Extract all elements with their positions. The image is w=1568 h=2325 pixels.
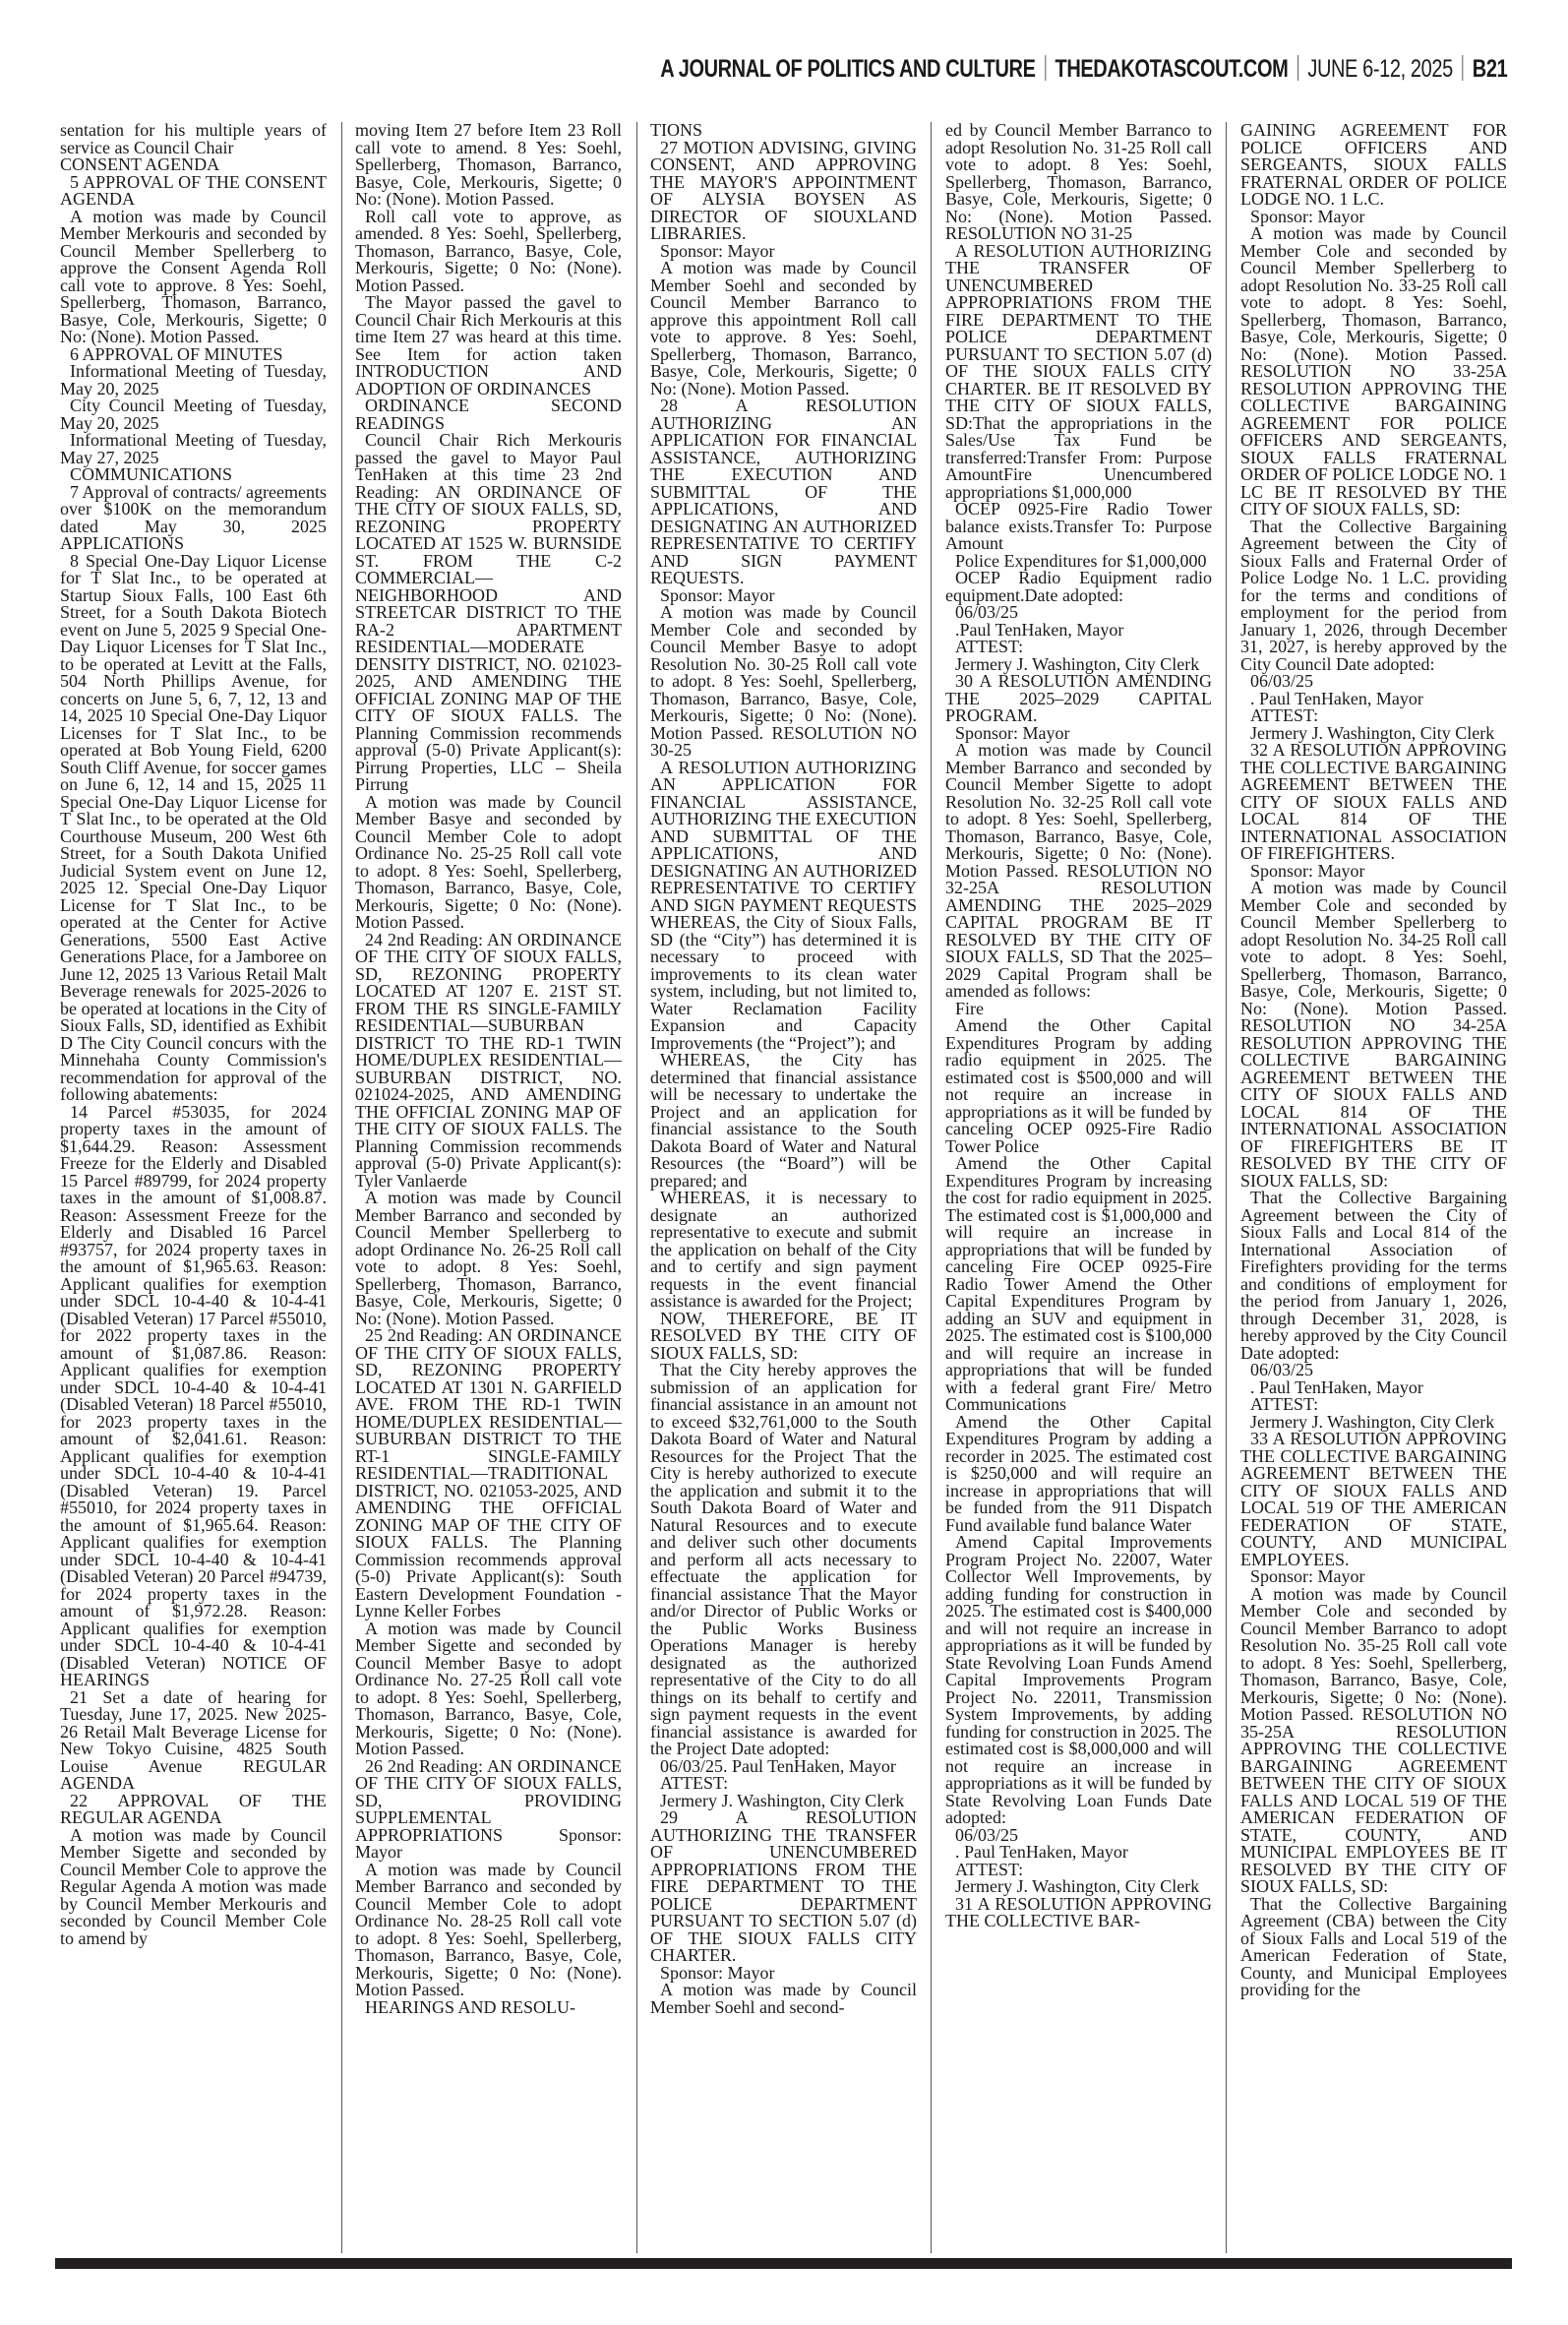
masthead-divider (1462, 55, 1463, 81)
notice-paragraph: . Paul TenHaken, Mayor (1250, 1377, 1423, 1397)
notice-paragraph: 21 Set a date of hearing for Tuesday, June 17, 2025. New 2025-26 Retail Malt Beverage License for New Tokyo Cuisine, 4825 South Louise Avenue REGULAR AGENDA (60, 1686, 327, 1793)
notice-paragraph: City Council Meeting of Tuesday, May 20, 2025 (60, 396, 327, 433)
notice-paragraph: A motion was made by Council Member Cole and seconded by Council Member Spellerberg to adopt Resolution No. 33-25 Roll call vote to adopt. 8 Yes: Soehl, Spellerberg, Thomason, Barranco, Basye, Cole, Merkouris, Sigette; 0 No: (None). Motion Passed. RESOLUTION NO 33-25A RESOLUTION APPROVING THE COLLECTIVE BARGAINING AGREEMENT FOR POLICE OFFICERS AND SERGEANTS, SIOUX FALLS FRATERNAL ORDER OF POLICE LODGE NO. 1 LC BE IT RESOLVED BY THE CITY OF SIOUX FALLS, SD: (1240, 223, 1507, 519)
notice-paragraph: 30 A RESOLUTION AMENDING THE 2025–2029 CAPITAL PROGRAM. (945, 671, 1212, 725)
footer-rule (55, 2258, 1512, 2269)
notice-paragraph: A RESOLUTION AUTHORIZING AN APPLICATION FOR FINANCIAL ASSISTANCE, AUTHORIZING THE EXECUTION AND SUBMITTAL OF THE APPLICATIONS, AND DESIGNATING AN AUTHORIZED REPRESENTATIVE TO CERTIFY AND SIGN PAYMENT REQUESTS WHEREAS, the City of Sioux Falls, SD (the “City”) has determined it is necessary to proceed with improvements to its clean water system, including, but not limited to, Water Reclamation Facility Expansion and Capacity Improvements (the “Project”); and (650, 757, 917, 1053)
notice-paragraph: That the Collective Bargaining Agreement between the City of Sioux Falls and Fraternal Order of Police Lodge No. 1 L.C. providing for the terms and conditions of employment for the period from January 1, 2026, through December 31, 2027, is hereby approved by the City Council Date adopted: (1240, 516, 1507, 674)
notice-paragraph: Jermery J. Washington, City Clerk (955, 653, 1200, 674)
notice-paragraph: 26 2nd Reading: AN ORDINANCE OF THE CITY OF SIOUX FALLS, SD, PROVIDING SUPPLEMENTAL APPROPRIATIONS Sponsor: Mayor (355, 1755, 622, 1862)
notice-paragraph: moving Item 27 before Item 23 Roll call vote to amend. 8 Yes: Soehl, Spellerberg, Thomason, Barranco, Basye, Cole, Merkouris, Sigette; 0 No: (None). Motion Passed. (355, 122, 622, 209)
notice-paragraph: Police Expenditures for $1,000,000 (955, 550, 1207, 571)
notice-paragraph: Sponsor: Mayor (1250, 206, 1365, 226)
notice-paragraph: ATTEST: (1250, 705, 1319, 725)
notice-paragraph: Sponsor: Mayor (660, 1962, 775, 1983)
journal-tagline: A JOURNAL OF POLITICS AND CULTURE (659, 55, 1036, 83)
notice-paragraph: Sponsor: Mayor (660, 584, 775, 605)
column-divider (636, 122, 637, 2253)
notice-paragraph: .Paul TenHaken, Mayor (955, 619, 1124, 640)
text-column-1 (60, 122, 327, 2255)
notice-paragraph: 06/03/25. Paul TenHaken, Mayor (660, 1755, 896, 1776)
text-column-5 (1240, 122, 1507, 2255)
notice-paragraph: ATTEST: (660, 1773, 729, 1793)
notice-paragraph: A motion was made by Council Member Basye and seconded by Council Member Cole to adopt Ordinance No. 25-25 Roll call vote to adopt. 8 Yes: Soehl, Spellerberg, Thomason, Barranco, Basye, Cole, Merkouris, Sigette; 0 No: (None). Motion Passed. (355, 791, 622, 932)
notice-paragraph: 8 Special One-Day Liquor License for T Slat Inc., to be operated at Startup Sioux Falls, 100 East 6th Street, for a South Dakota Biotech event on June 5, 2025 9 Special One-Day Liquor Licenses for T Slat Inc., to be operated at Levitt at the Falls, 504 North Phillips Avenue, for concerts on June 5, 6, 7, 12, 13 and 14, 2025 10 Special One-Day Liquor Licenses for T Slat Inc., to be operated at Bob Young Field, 6200 South Cliff Avenue, for soccer games on June 6, 12, 14 and 15, 2025 11 Special One-Day Liquor License for T Slat Inc., to be operated at the Old Courthouse Museum, 200 West 6th Street, for a South Dakota Unified Judicial System event on June 12, 2025 12. Special One-Day Liquor License for T Slat Inc., to be operated at the Center for Active Generations, 5500 East Active Generations Place, for a Jamboree on June 12, 2025 13 Various Retail Malt Beverage renewals for 2025-2026 to be operated at locations in the City of Sioux Falls, SD, identified as Exhibit D The City Council concurs with the Minnehaha County Commission's recommendation for approval of the following abatements: (60, 550, 327, 1104)
text-column-4 (945, 122, 1212, 2255)
notice-paragraph: ATTEST: (1250, 1394, 1319, 1414)
notice-paragraph: A motion was made by Council Member Barranco and seconded by Council Member Cole to adopt Ordinance No. 28-25 Roll call vote to adopt. 8 Yes: Soehl, Spellerberg, Thomason, Barranco, Basye, Cole, Merkouris, Sigette; 0 No: (None). Motion Passed. (355, 1859, 622, 1999)
notice-paragraph: ed by Council Member Barranco to adopt Resolution No. 31-25 Roll call vote to adopt. 8 Yes: Soehl, Spellerberg, Thomason, Barranco, Basye, Cole, Merkouris, Sigette; 0 No: (None). Motion Passed. RESOLUTION NO 31-25 (945, 122, 1212, 243)
notice-paragraph: CONSENT AGENDA (60, 154, 220, 174)
column-divider (341, 122, 342, 2253)
notice-paragraph: Sponsor: Mayor (660, 240, 775, 261)
notice-paragraph: That the City hereby approves the submission of an application for financial assistance in an amount not to exceed $32,761,000 to the South Dakota Board of Water and Natural Resources for the Project That the City is hereby authorized to execute the application and submit it to the South Dakota Board of Water and Natural Resources and to execute and deliver such other documents and perform all acts necessary to effectuate the application for financial assistance That the Mayor and/or Director of Public Works or the Public Works Business Operations Manager is hereby designated as the authorized representative of the City to do all things on its behalf to certify and sign payment requests in the event financial assistance is awarded for the Project Date adopted: (650, 1360, 917, 1758)
notice-paragraph: A motion was made by Council Member Sigette and seconded by Council Member Basye to adopt Ordinance No. 27-25 Roll call vote to adopt. 8 Yes: Soehl, Spellerberg, Thomason, Barranco, Basye, Cole, Merkouris, Sigette; 0 No: (None). Motion Passed. (355, 1618, 622, 1758)
notice-paragraph: 06/03/25 (955, 1824, 1019, 1845)
notice-paragraph: WHEREAS, the City has determined that financial assistance will be necessary to undertake the Project and an application for financial assistance to the South Dakota Board of Water and Natural Resources (the “Board”) will be prepared; and (650, 1050, 917, 1191)
issue-date: JUNE 6-12, 2025 (1307, 55, 1453, 83)
notice-paragraph: 06/03/25 (955, 602, 1019, 622)
notice-paragraph: TIONS (650, 122, 702, 140)
notice-paragraph: A RESOLUTION AUTHORIZING THE TRANSFER OF UNENCUMBERED APPROPRIATIONS FROM THE FIRE DEPARTMENT TO THE POLICE DEPARTMENT PURSUANT TO SECTION 5.07 (d) OF THE SIOUX FALLS CITY CHARTER. BE IT RESOLVED BY THE CITY OF SIOUX FALLS, SD:That the appropriations in the Sales/Use Tax Fund be transferred:Transfer From: Purpose AmountFire Unencumbered appropriations $1,000,000 (945, 240, 1212, 502)
notice-paragraph: GAINING AGREEMENT FOR POLICE OFFICERS AND SERGEANTS, SIOUX FALLS FRATERNAL ORDER OF POLICE LODGE NO. 1 L.C. (1240, 122, 1507, 209)
notice-paragraph: HEARINGS AND RESOLU- (365, 1996, 576, 2017)
notice-paragraph: OCEP 0925-Fire Radio Tower balance exists.Transfer To: Purpose Amount (945, 499, 1212, 553)
notice-paragraph: 33 A RESOLUTION APPROVING THE COLLECTIVE BARGAINING AGREEMENT BETWEEN THE CITY OF SIOUX FALLS AND LOCAL 519 OF THE AMERICAN FEDERATION OF STATE, COUNTY, AND MUNICIPAL EMPLOYEES. (1240, 1429, 1507, 1569)
notice-paragraph: 7 Approval of contracts/ agreements over $100K on the memorandum dated May 30, 2025 APPLICATIONS (60, 481, 327, 553)
notice-paragraph: 14 Parcel #53035, for 2024 property taxes in the amount of $1,644.29. Reason: Assessment Freeze for the Elderly and Disabled 15 Parcel #89799, for 2024 property taxes in the amount of $1,008.87. Reason: Assessment Freeze for the Elderly and Disabled 16 Parcel #93757, for 2024 property taxes in the amount of $1,965.63. Reason: Applicant qualifies for exemption under SDCL 10-4-40 & 10-4-41 (Disabled Veteran) 17 Parcel #55010, for 2022 property taxes in the amount of $1,087.86. Reason: Applicant qualifies for exemption under SDCL 10-4-40 & 10-4-41 (Disabled Veteran) 18 Parcel #55010, for 2023 property taxes in the amount of $2,041.61. Reason: Applicant qualifies for exemption under SDCL 10-4-40 & 10-4-41 (Disabled Veteran) 19. Parcel #55010, for 2024 property taxes in the amount of $1,965.64. Reason: Applicant qualifies for exemption under SDCL 10-4-40 & 10-4-41 (Disabled Veteran) 20 Parcel #94739, for 2024 property taxes in the amount of $1,972.28. Reason: Applicant qualifies for exemption under SDCL 10-4-40 & 10-4-41 (Disabled Veteran) NOTICE OF HEARINGS (60, 1101, 327, 1689)
text-column-2 (355, 122, 622, 2255)
notice-paragraph: Informational Meeting of Tuesday, May 20, 2025 (60, 361, 327, 398)
notice-paragraph: Amend the Other Capital Expenditures Program by adding a recorder in 2025. The estimated cost is $250,000 and will require an increase in appropriations that will be funded from the 911 Dispatch Fund available fund balance Water (945, 1411, 1212, 1535)
notice-paragraph: OCEP Radio Equipment radio equipment.Date adopted: (945, 568, 1212, 605)
notice-paragraph: ATTEST: (955, 637, 1024, 656)
notice-paragraph: Amend Capital Improvements Program Project No. 22007, Water Collector Well Improvements, by adding funding for construction in 2025. The estimated cost is $400,000 and will not require an increase in appropriations as it will be funded by State Revolving Loan Funds Amend Capital Improvements Program Project No. 22011, Transmission System Improvements, by adding funding for construction in 2025. The estimated cost is $8,000,000 and will not require an increase in appropriations as it will be funded by State Revolving Loan Funds Date adopted: (945, 1532, 1212, 1827)
notice-paragraph: Jermery J. Washington, City Clerk (660, 1790, 905, 1810)
notice-paragraph: COMMUNICATIONS (70, 464, 233, 484)
notice-paragraph: Sponsor: Mayor (955, 722, 1070, 743)
notice-paragraph: 28 A RESOLUTION AUTHORIZING AN APPLICATION FOR FINANCIAL ASSISTANCE, AUTHORIZING THE EXECUTION AND SUBMITTAL OF THE APPLICATIONS, AND DESIGNATING AN AUTHORIZED REPRESENTATIVE TO CERTIFY AND SIGN PAYMENT REQUESTS. (650, 396, 917, 587)
notice-paragraph: Sponsor: Mayor (1250, 1566, 1365, 1586)
notice-paragraph: A motion was made by Council Member Soehl and second- (650, 1980, 917, 2017)
notice-paragraph: 24 2nd Reading: AN ORDINANCE OF THE CITY OF SIOUX FALLS, SD, REZONING PROPERTY LOCATED AT 1207 E. 21ST ST. FROM THE RS SINGLE-FAMILY RESIDENTIAL—SUBURBAN DISTRICT TO THE RD-1 TWIN HOME/DUPLEX RESIDENTIAL—SUBURBAN DISTRICT, NO. 021024-2025, AND AMENDING THE OFFICIAL ZONING MAP OF THE CITY OF SIOUX FALLS. The Planning Commission recommends approval (5-0) Private Applicant(s): Tyler Vanlaerde (355, 929, 622, 1191)
notice-paragraph: 27 MOTION ADVISING, GIVING CONSENT, AND APPROVING THE MAYOR'S APPOINTMENT OF ALYSIA BOYSEN AS DIRECTOR OF SIOUXLAND LIBRARIES. (650, 137, 917, 243)
notice-paragraph: A motion was made by Council Member Cole and seconded by Council Member Spellerberg to adopt Resolution No. 34-25 Roll call vote to adopt. 8 Yes: Soehl, Spellerberg, Thomason, Barranco, Basye, Cole, Merkouris, Sigette; 0 No: (None). Motion Passed. RESOLUTION NO 34-25A RESOLUTION APPROVING THE COLLECTIVE BARGAINING AGREEMENT BETWEEN THE CITY OF SIOUX FALLS AND LOCAL 814 OF THE INTERNATIONAL ASSOCIATION OF FIREFIGHTERS BE IT RESOLVED BY THE CITY OF SIOUX FALLS, SD: (1240, 878, 1507, 1191)
notice-paragraph: Jermery J. Washington, City Clerk (1250, 722, 1495, 743)
notice-paragraph: Roll call vote to approve, as amended. 8 Yes: Soehl, Spellerberg, Thomason, Barranco, Basye, Cole, Merkouris, Sigette; 0 No: (None). Motion Passed. (355, 206, 622, 295)
text-column-3 (650, 122, 917, 2255)
notice-paragraph: Informational Meeting of Tuesday, May 27, 2025 (60, 430, 327, 467)
notice-paragraph: That the Collective Bargaining Agreement (CBA) between the City of Sioux Falls and Local 519 of the American Federation of State, County, and Municipal Employees providing for the (1240, 1893, 1507, 1999)
notice-paragraph: WHEREAS, it is necessary to designate an authorized representative to execute and submit the application on behalf of the City and to certify and sign payment requests in the event financial assistance is awarded for the Project; (650, 1188, 917, 1311)
notice-paragraph: A motion was made by Council Member Cole and seconded by Council Member Barranco to adopt Resolution No. 35-25 Roll call vote to adopt. 8 Yes: Soehl, Spellerberg, Thomason, Barranco, Basye, Cole, Merkouris, Sigette; 0 No: (None). Motion Passed. RESOLUTION NO 35-25A RESOLUTION APPROVING THE COLLECTIVE BARGAINING AGREEMENT BETWEEN THE CITY OF SIOUX FALLS AND LOCAL 519 OF THE AMERICAN FEDERATION OF STATE, COUNTY, AND MUNICIPAL EMPLOYEES BE IT RESOLVED BY THE CITY OF SIOUX FALLS, SD: (1240, 1583, 1507, 1896)
notice-paragraph: 6 APPROVAL OF MINUTES (70, 343, 283, 364)
page-masthead (660, 55, 1507, 84)
notice-paragraph: A motion was made by Council Member Cole and seconded by Council Member Basye to adopt Resolution No. 30-25 Roll call vote to adopt. 8 Yes: Soehl, Spellerberg, Thomason, Barranco, Basye, Cole, Merkouris, Sigette; 0 No: (None). Motion Passed. RESOLUTION NO 30-25 (650, 602, 917, 760)
notice-paragraph: A motion was made by Council Member Merkouris and seconded by Council Member Spellerberg to approve the Consent Agenda Roll call vote to approve. 8 Yes: Soehl, Spellerberg, Thomason, Barranco, Basye, Cole, Merkouris, Sigette; 0 No: (None). Motion Passed. (60, 206, 327, 346)
column-divider (1226, 122, 1227, 2253)
notice-paragraph: 06/03/25 (1250, 671, 1314, 691)
notice-paragraph: . Paul TenHaken, Mayor (1250, 688, 1423, 708)
notice-paragraph: Sponsor: Mayor (1250, 860, 1365, 881)
notice-paragraph: Fire (955, 998, 984, 1018)
notice-paragraph: NOW, THEREFORE, BE IT RESOLVED BY THE CITY OF SIOUX FALLS, SD: (650, 1308, 917, 1363)
notice-paragraph: ORDINANCE SECOND READINGS (355, 396, 622, 433)
notice-paragraph: Jermery J. Washington, City Clerk (1250, 1411, 1495, 1432)
notice-paragraph: sentation for his multiple years of service as Council Chair (60, 122, 327, 157)
masthead-divider (1045, 55, 1046, 81)
notice-paragraph: That the Collective Bargaining Agreement between the City of Sioux Falls and Local 814 of the International Association of Firefighters providing for the terms and conditions of employment for the period from January 1, 2026, through December 31, 2028, is hereby approved by the City Council Date adopted: (1240, 1188, 1507, 1363)
site-url: THEDAKOTASCOUT.COM (1055, 55, 1289, 83)
notice-paragraph: A motion was made by Council Member Sigette and seconded by Council Member Cole to approve the Regular Agenda A motion was made by Council Member Merkouris and seconded by Council Member Cole to amend by (60, 1824, 327, 1948)
notice-paragraph: A motion was made by Council Member Soehl and seconded by Council Member Barranco to approve this appointment Roll call vote to approve. 8 Yes: Soehl, Spellerberg, Thomason, Barranco, Basye, Cole, Merkouris, Sigette; 0 No: (None). Motion Passed. (650, 258, 917, 398)
notice-paragraph: 06/03/25 (1250, 1360, 1314, 1379)
notice-paragraph: Council Chair Rich Merkouris passed the gavel to Mayor Paul TenHaken at this time 23 2nd Reading: AN ORDINANCE OF THE CITY OF SIOUX FALLS, SD, REZONING PROPERTY LOCATED AT 1525 W. BURNSIDE ST. FROM THE C-2 COMMERCIAL—NEIGHBORHOOD AND STREETCAR DISTRICT TO THE RA-2 APARTMENT RESIDENTIAL—MODERATE DENSITY DISTRICT, NO. 021023-2025, AND AMENDING THE OFFICIAL ZONING MAP OF THE CITY OF SIOUX FALLS. The Planning Commission recommends approval (5-0) Private Applicant(s): Pirrung Properties, LLC – Sheila Pirrung (355, 430, 622, 794)
notice-paragraph: 5 APPROVAL OF THE CONSENT AGENDA (60, 171, 327, 209)
notice-paragraph: 22 APPROVAL OF THE REGULAR AGENDA (60, 1790, 327, 1827)
notice-paragraph: Jermery J. Washington, City Clerk (955, 1876, 1200, 1896)
notice-paragraph: ATTEST: (955, 1859, 1024, 1879)
notice-paragraph: The Mayor passed the gavel to Council Chair Rich Merkouris at this time Item 27 was heard at this time. See Item for action taken INTRODUCTION AND ADOPTION OF ORDINANCES (355, 292, 622, 398)
page-number: B21 (1472, 55, 1507, 83)
notice-paragraph: A motion was made by Council Member Barranco and seconded by Council Member Spellerberg to adopt Ordinance No. 26-25 Roll call vote to adopt. 8 Yes: Soehl, Spellerberg, Thomason, Barranco, Basye, Cole, Merkouris, Sigette; 0 No: (None). Motion Passed. (355, 1188, 622, 1328)
notice-paragraph: 32 A RESOLUTION APPROVING THE COLLECTIVE BARGAINING AGREEMENT BETWEEN THE CITY OF SIOUX FALLS AND LOCAL 814 OF THE INTERNATIONAL ASSOCIATION OF FIREFIGHTERS. (1240, 740, 1507, 863)
notice-paragraph: . Paul TenHaken, Mayor (955, 1842, 1128, 1862)
notice-paragraph: A motion was made by Council Member Barranco and seconded by Council Member Sigette to adopt Resolution No. 32-25 Roll call vote to adopt. 8 Yes: Soehl, Spellerberg, Thomason, Barranco, Basye, Cole, Merkouris, Sigette; 0 No: (None). Motion Passed. RESOLUTION NO 32-25A RESOLUTION AMENDING THE 2025–2029 CAPITAL PROGRAM BE IT RESOLVED BY THE CITY OF SIOUX FALLS, SD That the 2025–2029 Capital Program shall be amended as follows: (945, 740, 1212, 1001)
notice-paragraph: Amend the Other Capital Expenditures Program by adding radio equipment in 2025. The estimated cost is $500,000 and will not require an increase in appropriations as it will be funded by canceling OCEP 0925-Fire Radio Tower Police (945, 1015, 1212, 1156)
column-divider (931, 122, 932, 2253)
notice-paragraph: Amend the Other Capital Expenditures Program by increasing the cost for radio equipment in 2025. The estimated cost is $1,000,000 and will require an increase in appropriations that will be funded by canceling Fire OCEP 0925-Fire Radio Tower Amend the Other Capital Expenditures Program by adding an SUV and equipment in 2025. The estimated cost is $100,000 and will require an increase in appropriations that will be funded with a federal grant Fire/ Metro Communications (945, 1153, 1212, 1414)
notice-paragraph: 29 A RESOLUTION AUTHORIZING THE TRANSFER OF UNENCUMBERED APPROPRIATIONS FROM THE FIRE DEPARTMENT TO THE POLICE DEPARTMENT PURSUANT TO SECTION 5.07 (d) OF THE SIOUX FALLS CITY CHARTER. (650, 1807, 917, 1965)
notice-paragraph: 25 2nd Reading: AN ORDINANCE OF THE CITY OF SIOUX FALLS, SD, REZONING PROPERTY LOCATED AT 1301 N. GARFIELD AVE. FROM THE RD-1 TWIN HOME/DUPLEX RESIDENTIAL—SUBURBAN DISTRICT TO THE RT-1 SINGLE-FAMILY RESIDENTIAL—TRADITIONAL DISTRICT, NO. 021053-2025, AND AMENDING THE OFFICIAL ZONING MAP OF THE CITY OF SIOUX FALLS. The Planning Commission recommends approval (5-0) Private Applicant(s): South Eastern Development Foundation - Lynne Keller Forbes (355, 1325, 622, 1621)
masthead-divider (1297, 55, 1298, 81)
notice-paragraph: 31 A RESOLUTION APPROVING THE COLLECTIVE BAR- (945, 1893, 1212, 1930)
